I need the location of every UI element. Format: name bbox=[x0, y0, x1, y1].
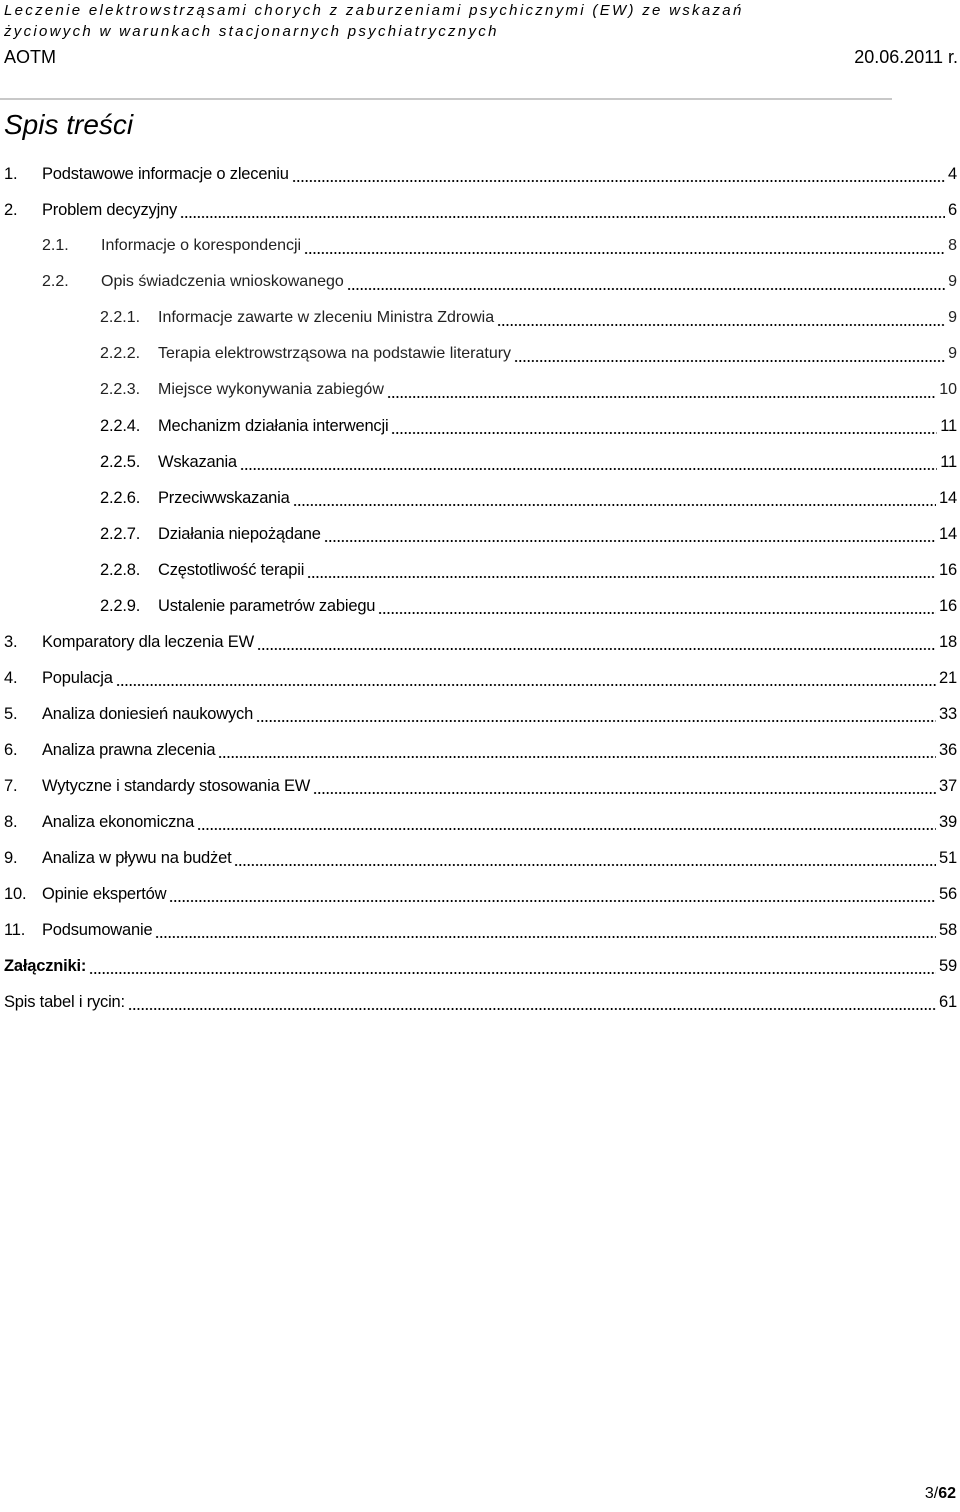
document-title-line-1: Leczenie elektrowstrząsami chorych z zaburzeniami psychicznymi (EW) ze wskazań bbox=[4, 2, 744, 19]
toc-leader-dots bbox=[234, 848, 936, 868]
toc-entry-number: 2.2.4. bbox=[100, 417, 141, 435]
toc-entry-number: 2.2.9. bbox=[100, 597, 141, 615]
toc-entry[interactable] bbox=[0, 904, 960, 940]
toc-entry-title: Problem decyzyjny bbox=[42, 201, 178, 219]
toc-entry-number: 5. bbox=[4, 705, 18, 723]
header-org: AOTM bbox=[4, 47, 56, 67]
toc-entry-title: Mechanizm działania interwencji bbox=[158, 417, 389, 435]
page-number-total: 62 bbox=[938, 1485, 956, 1502]
toc-entry-title: Analiza ekonomiczna bbox=[42, 813, 195, 831]
toc-entry[interactable] bbox=[0, 328, 960, 364]
toc-entry-title: Opinie ekspertów bbox=[42, 885, 167, 903]
toc-entry-title: Informacje zawarte w zleceniu Ministra Zdrowia bbox=[158, 309, 495, 326]
toc-entry-number: 2.1. bbox=[42, 237, 69, 254]
toc-entry-number: 2.2.5. bbox=[100, 453, 141, 471]
toc-entry-title: Analiza w pływu na budżet bbox=[42, 849, 232, 867]
toc-entry-title: Analiza prawna zlecenia bbox=[42, 741, 216, 759]
toc-entry[interactable] bbox=[0, 472, 960, 508]
toc-entry-page: 11 bbox=[940, 417, 957, 435]
toc-entry-title: Podstawowe informacje o zleceniu bbox=[42, 165, 289, 183]
toc-entry-page: 58 bbox=[939, 921, 957, 939]
toc-entry-number: 2.2. bbox=[42, 273, 69, 290]
toc-entry-page: 8 bbox=[948, 237, 957, 254]
toc-leader-dots bbox=[155, 920, 936, 940]
toc-entry[interactable] bbox=[0, 508, 960, 544]
toc-leader-dots bbox=[378, 596, 936, 616]
toc-entry[interactable] bbox=[0, 688, 960, 724]
toc-leader-dots bbox=[218, 740, 936, 760]
page-number-current: 3 bbox=[924, 1485, 934, 1502]
toc-leader-dots bbox=[89, 956, 936, 976]
toc-leader-dots bbox=[257, 632, 936, 652]
toc-entry-page: 18 bbox=[939, 633, 957, 651]
toc-heading: Spis treści bbox=[4, 109, 134, 140]
toc-entry-title: Częstotliwość terapii bbox=[158, 561, 305, 579]
toc-entry-page: 16 bbox=[939, 597, 957, 615]
toc-entry-page: 37 bbox=[939, 777, 957, 795]
toc-entry-page: 33 bbox=[939, 705, 957, 723]
toc-entry[interactable] bbox=[0, 148, 960, 184]
toc-entry-page: 39 bbox=[939, 813, 957, 831]
toc-entry-page: 9 bbox=[948, 273, 957, 290]
toc-entry-title: Opis świadczenia wnioskowanego bbox=[101, 273, 344, 290]
toc-entry-number: 7. bbox=[4, 777, 18, 795]
toc-leader-dots bbox=[514, 344, 945, 364]
toc-entry-number: 2.2.8. bbox=[100, 561, 141, 579]
toc-entry[interactable] bbox=[0, 832, 960, 868]
toc-entry-page: 9 bbox=[948, 309, 957, 326]
toc-entry[interactable] bbox=[0, 544, 960, 580]
toc-entry[interactable] bbox=[0, 616, 960, 652]
toc-leader-dots bbox=[116, 668, 936, 688]
toc-entry[interactable] bbox=[0, 256, 960, 292]
toc-entry-title: Ustalenie parametrów zabiegu bbox=[158, 597, 376, 615]
toc-entry-number: 2.2.3. bbox=[100, 381, 141, 398]
toc-entry-number: 3. bbox=[4, 633, 18, 651]
toc-entry-page: 36 bbox=[939, 741, 957, 759]
toc-entry[interactable] bbox=[0, 976, 960, 1012]
header-date: 20.06.2011 r. bbox=[854, 47, 958, 67]
toc-entry-number: 8. bbox=[4, 813, 18, 831]
toc-leader-dots bbox=[497, 308, 945, 328]
toc-entry-page: 59 bbox=[939, 957, 957, 975]
header-divider bbox=[0, 98, 892, 100]
toc-entry-number: 2.2.7. bbox=[100, 525, 141, 543]
toc-entry-number: 11. bbox=[4, 921, 26, 939]
toc-entry-page: 61 bbox=[939, 993, 957, 1011]
toc-entry-title: Podsumowanie bbox=[42, 921, 153, 939]
document-title bbox=[4, 0, 960, 42]
toc-leader-dots bbox=[197, 812, 936, 832]
toc-entry-title: Populacja bbox=[42, 669, 113, 687]
toc-leader-dots bbox=[387, 380, 936, 400]
toc-entry-number: 9. bbox=[4, 849, 18, 867]
toc-entry[interactable] bbox=[0, 652, 960, 688]
toc-entry[interactable] bbox=[0, 292, 960, 328]
toc-leader-dots bbox=[180, 200, 945, 220]
toc-leader-dots bbox=[304, 236, 945, 256]
toc-entry-number: 1. bbox=[4, 165, 18, 183]
toc-entry[interactable] bbox=[0, 184, 960, 220]
toc-entry-title: Wytyczne i standardy stosowania EW bbox=[42, 777, 311, 795]
toc-leader-dots bbox=[256, 704, 936, 724]
toc-entry[interactable] bbox=[0, 796, 960, 832]
toc-entry-title: Terapia elektrowstrząsowa na podstawie literatury bbox=[158, 345, 512, 362]
toc-leader-dots bbox=[313, 776, 936, 796]
toc-entry-title: Informacje o korespondencji bbox=[101, 237, 302, 254]
document-title-line-2: życiowych w warunkach stacjonarnych psychiatrycznych bbox=[4, 23, 499, 40]
toc-entry-page: 6 bbox=[948, 201, 957, 219]
toc-entry-page: 16 bbox=[939, 561, 957, 579]
toc-entry-page: 4 bbox=[948, 165, 957, 183]
toc-entry[interactable] bbox=[0, 580, 960, 616]
toc-entry[interactable] bbox=[0, 760, 960, 796]
toc-entry-page: 10 bbox=[939, 381, 957, 398]
toc-entry[interactable] bbox=[0, 724, 960, 760]
toc-entry[interactable] bbox=[0, 364, 960, 400]
toc-entry-page: 51 bbox=[939, 849, 957, 867]
page-number bbox=[925, 1484, 956, 1504]
page-number-separator: / bbox=[933, 1485, 939, 1502]
toc-entry[interactable] bbox=[0, 940, 960, 976]
toc-entry-page: 11 bbox=[940, 453, 957, 471]
toc-entry-page: 9 bbox=[948, 345, 957, 362]
toc-entry-title: Miejsce wykonywania zabiegów bbox=[158, 381, 384, 398]
toc-entry-number: 2. bbox=[4, 201, 18, 219]
toc-entry[interactable] bbox=[0, 220, 960, 256]
toc-leader-dots bbox=[324, 524, 936, 544]
toc-entry[interactable] bbox=[0, 868, 960, 904]
toc-entry-title: Komparatory dla leczenia EW bbox=[42, 633, 254, 651]
toc-entry[interactable] bbox=[0, 400, 960, 436]
toc-entry-page: 14 bbox=[939, 489, 957, 507]
toc-leader-dots bbox=[292, 164, 945, 184]
toc-entry[interactable] bbox=[0, 436, 960, 472]
toc-leader-dots bbox=[169, 884, 936, 904]
toc-entry-title: Przeciwwskazania bbox=[158, 489, 290, 507]
toc-entry-number: 6. bbox=[4, 741, 18, 759]
toc-entry-title: Wskazania bbox=[158, 453, 237, 471]
toc-leader-dots bbox=[128, 992, 936, 1012]
toc-entry-number: 10. bbox=[4, 885, 27, 903]
toc-entry-number: 2.2.1. bbox=[100, 309, 141, 326]
toc-entry-title: Spis tabel i rycin: bbox=[4, 993, 125, 1011]
toc-entry-page: 21 bbox=[939, 669, 957, 687]
toc-entry-number: 2.2.2. bbox=[100, 345, 141, 362]
toc-leader-dots bbox=[307, 560, 936, 580]
toc-entry-number: 2.2.6. bbox=[100, 489, 141, 507]
toc-entry-title: Działania niepożądane bbox=[158, 525, 321, 543]
toc-leader-dots bbox=[391, 416, 937, 436]
toc-entry-page: 56 bbox=[939, 885, 957, 903]
toc-leader-dots bbox=[347, 272, 945, 292]
toc-entry-page: 14 bbox=[939, 525, 957, 543]
toc-leader-dots bbox=[240, 452, 937, 472]
toc-entry-title: Analiza doniesień naukowych bbox=[42, 705, 254, 723]
toc-entry-title: Załączniki: bbox=[4, 957, 87, 975]
toc-leader-dots bbox=[293, 488, 936, 508]
toc-entry-number: 4. bbox=[4, 669, 18, 687]
